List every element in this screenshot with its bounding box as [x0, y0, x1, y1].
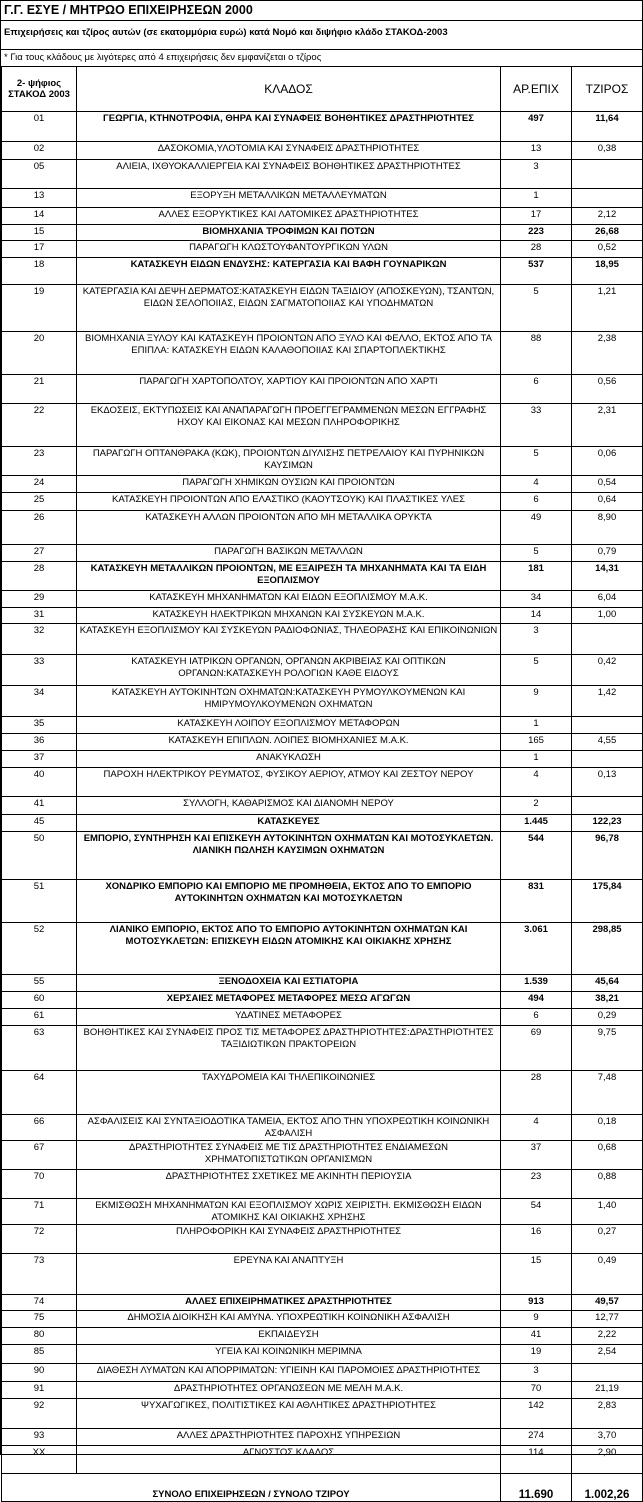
- row-firms: 6: [501, 375, 572, 404]
- row-code: 41: [2, 797, 77, 815]
- row-turnover: 49,57: [572, 1295, 643, 1311]
- row-turnover: [572, 1364, 643, 1382]
- row-firms: 28: [501, 241, 572, 258]
- row-code: 29: [2, 591, 77, 608]
- row-code: 73: [2, 1254, 77, 1295]
- row-sector: ΠΛΗΡΟΦΟΡΙΚΗ ΚΑΙ ΣΥΝΑΦΕΙΣ ΔΡΑΣΤΗΡΙΟΤΗΤΕΣ: [77, 1225, 501, 1254]
- row-firms: 5: [501, 655, 572, 686]
- row-turnover: [572, 189, 643, 208]
- row-firms: 3: [501, 624, 572, 655]
- table-row: [2, 1295, 643, 1311]
- row-firms: 9: [501, 1311, 572, 1328]
- row-turnover: 1,00: [572, 608, 643, 624]
- row-firms: 49: [501, 511, 572, 545]
- row-code: XX: [2, 1446, 77, 1474]
- table-row: [2, 1199, 643, 1225]
- row-sector: ΓΕΩΡΓΙΑ, ΚΤΗΝΟΤΡΟΦΙΑ, ΘΗΡΑ ΚΑΙ ΣΥΝΑΦΕΙΣ ΒΟΗΘΗΤΙΚΕΣ ΔΡΑΣΤΗΡΙΟΤΗΤΕΣ: [77, 112, 501, 142]
- row-code: 27: [2, 545, 77, 562]
- table-row: [2, 511, 643, 545]
- table-row: [2, 285, 643, 332]
- row-firms: 544: [501, 832, 572, 880]
- row-sector: ΚΑΤΑΣΚΕΥΗ ΑΛΛΩΝ ΠΡΟΙΟΝΤΩΝ ΑΠΟ ΜΗ ΜΕΤΑΛΛΙΚΑ ΟΡΥΚΤΑ: [77, 511, 501, 545]
- row-turnover: 0,29: [572, 1009, 643, 1026]
- row-firms: 831: [501, 880, 572, 923]
- row-firms: 70: [501, 1382, 572, 1399]
- table-row: [2, 545, 643, 562]
- row-firms: 5: [501, 285, 572, 332]
- table-row: [2, 1328, 643, 1345]
- table-row: [2, 142, 643, 160]
- row-code: 45: [2, 815, 77, 832]
- row-turnover: [572, 751, 643, 768]
- row-turnover: 4,55: [572, 734, 643, 751]
- row-code: 23: [2, 447, 77, 476]
- row-sector: ΚΑΤΑΣΚΕΥΗ ΕΞΟΠΛΙΣΜΟΥ ΚΑΙ ΣΥΣΚΕΥΩΝ ΡΑΔΙΟΦΩΝΙΑΣ, ΤΗΛΕΟΡΑΣΗΣ ΚΑΙ ΕΠΙΚΟΙΝΩΝΙΩΝ: [77, 624, 501, 655]
- row-sector: ΠΑΡΑΓΩΓΗ ΒΑΣΙΚΩΝ ΜΕΤΑΛΛΩΝ: [77, 545, 501, 562]
- row-turnover: 0,49: [572, 1254, 643, 1295]
- row-code: 18: [2, 258, 77, 285]
- row-turnover: 96,78: [572, 832, 643, 880]
- row-sector: ΥΓΕΙΑ ΚΑΙ ΚΟΙΝΩΝΙΚΗ ΜΕΡΙΜΝΑ: [77, 1345, 501, 1364]
- total-row: [2, 1474, 643, 1502]
- row-sector: ΚΑΤΑΣΚΕΥΗ ΜΗΧΑΝΗΜΑΤΩΝ ΚΑΙ ΕΙΔΩΝ ΕΞΟΠΛΙΣΜΟΥ Μ.Α.Κ.: [77, 591, 501, 608]
- row-firms: 41: [501, 1328, 572, 1345]
- row-firms: 181: [501, 562, 572, 591]
- table-row: [2, 1141, 643, 1170]
- row-sector: ΠΑΡΑΓΩΓΗ ΚΛΩΣΤΟΥΦΑΝΤΟΥΡΓΙΚΩΝ ΥΛΩΝ: [77, 241, 501, 258]
- row-turnover: 2,38: [572, 332, 643, 375]
- row-turnover: 0,13: [572, 768, 643, 797]
- row-turnover: 0,56: [572, 375, 643, 404]
- row-sector: ΠΑΡΑΓΩΓΗ ΧΑΡΤΟΠΟΛΤΟΥ, ΧΑΡΤΙΟΥ ΚΑΙ ΠΡΟΙΟΝΤΩΝ ΑΠΟ ΧΑΡΤΙ: [77, 375, 501, 404]
- row-sector: ΚΑΤΑΣΚΕΥΗ ΕΙΔΩΝ ΕΝΔΥΣΗΣ: ΚΑΤΕΡΓΑΣΙΑ ΚΑΙ ΒΑΦΗ ΓΟΥΝΑΡΙΚΩΝ: [77, 258, 501, 285]
- row-turnover: 2,22: [572, 1328, 643, 1345]
- row-sector: ΔΡΑΣΤΗΡΙΟΤΗΤΕΣ ΣΥΝΑΦΕΙΣ ΜΕ ΤΙΣ ΔΡΑΣΤΗΡΙΟΤΗΤΕΣ ΕΝΔΙΑΜΕΣΩΝ ΧΡΗΜΑΤΟΠΙΣΤΩΤΙΚΩΝ ΟΡΓΑΝΙΣΜΩΝ: [77, 1141, 501, 1170]
- row-code: 34: [2, 686, 77, 717]
- row-code: 90: [2, 1364, 77, 1382]
- row-firms: 69: [501, 1026, 572, 1071]
- row-sector: ΕΡΕΥΝΑ ΚΑΙ ΑΝΑΠΤΥΞΗ: [77, 1254, 501, 1295]
- row-turnover: 122,23: [572, 815, 643, 832]
- table-row: [2, 832, 643, 880]
- row-code: 64: [2, 1071, 77, 1115]
- row-code: 50: [2, 832, 77, 880]
- row-turnover: [572, 160, 643, 189]
- row-turnover: 38,21: [572, 992, 643, 1009]
- row-code: 66: [2, 1115, 77, 1141]
- row-sector: ΑΣΦΑΛΙΣΕΙΣ ΚΑΙ ΣΥΝΤΑΞΙΟΔΟΤΙΚΑ ΤΑΜΕΙΑ, ΕΚΤΟΣ ΑΠΟ ΤΗΝ ΥΠΟΧΡΕΩΤΙΚΗ ΚΟΙΝΩΝΙΚΗ ΑΣΦΑΛΙΣΗ: [77, 1115, 501, 1141]
- table-row: [2, 493, 643, 511]
- row-turnover: 0,52: [572, 241, 643, 258]
- row-sector: ΕΞΟΡΥΞΗ ΜΕΤΑΛΛΙΚΩΝ ΜΕΤΑΛΛΕΥΜΑΤΩΝ: [77, 189, 501, 208]
- total-turnover: 1.002,26: [572, 1474, 643, 1502]
- table-row: [2, 112, 643, 142]
- row-sector: ΚΑΤΑΣΚΕΥΗ ΜΕΤΑΛΛΙΚΩΝ ΠΡΟΙΟΝΤΩΝ, ΜΕ ΕΞΑΙΡΕΣΗ ΤΑ ΜΗΧΑΝΗΜΑΤΑ ΚΑΙ ΤΑ ΕΙΔΗ ΕΞΟΠΛΙΣΜΟΥ: [77, 562, 501, 591]
- row-code: 85: [2, 1345, 77, 1364]
- row-firms: 19: [501, 1345, 572, 1364]
- data-table: [1, 66, 643, 1502]
- table-row: [2, 1399, 643, 1429]
- row-firms: 34: [501, 591, 572, 608]
- table-row: [2, 404, 643, 447]
- row-sector: ΠΑΡΑΓΩΓΗ ΟΠΤΑΝΘΡΑΚΑ (ΚΩΚ), ΠΡΟΙΟΝΤΩΝ ΔΙΥΛΙΣΗΣ ΠΕΤΡΕΛΑΙΟΥ ΚΑΙ ΠΥΡΗΝΙΚΩΝ ΚΑΥΣΙΜΩΝ: [77, 447, 501, 476]
- table-row: [2, 686, 643, 717]
- row-firms: 1: [501, 717, 572, 734]
- row-code: 02: [2, 142, 77, 160]
- footnote: * Για τους κλάδους με λιγότερες από 4 επιχειρήσεις δεν εμφανίζεται ο τζίρος: [4, 52, 322, 63]
- table-row: [2, 241, 643, 258]
- row-firms: 5: [501, 447, 572, 476]
- row-sector: ΕΚΜΙΣΘΩΣΗ ΜΗΧΑΝΗΜΑΤΩΝ ΚΑΙ ΕΞΟΠΛΙΣΜΟΥ ΧΩΡΙΣ ΧΕΙΡΙΣΤΗ. ΕΚΜΙΣΘΩΣΗ ΕΙΔΩΝ ΑΤΟΜΙΚΗΣ ΚΑΙ ΟΙΚΙΑΚΗΣ ΧΡΗΣΗΣ: [77, 1199, 501, 1225]
- row-sector: ΑΝΑΚΥΚΛΩΣΗ: [77, 751, 501, 768]
- row-firms: 4: [501, 768, 572, 797]
- row-sector: ΚΑΤΑΣΚΕΥΗ ΙΑΤΡΙΚΩΝ ΟΡΓΑΝΩΝ, ΟΡΓΑΝΩΝ ΑΚΡΙΒΕΙΑΣ ΚΑΙ ΟΠΤΙΚΩΝ ΟΡΓΑΝΩΝ:ΚΑΤΑΣΚΕΥΗ ΡΟΛΟΓΙΩΝ ΚΑΘΕ ΕΙΔΟΥΣ: [77, 655, 501, 686]
- row-code: 05: [2, 160, 77, 189]
- row-code: 37: [2, 751, 77, 768]
- row-firms: 165: [501, 734, 572, 751]
- row-code: 17: [2, 241, 77, 258]
- row-code: 33: [2, 655, 77, 686]
- table-row: [2, 447, 643, 476]
- row-turnover: 18,95: [572, 258, 643, 285]
- row-sector: ΑΓΝΩΣΤΟΣ ΚΛΑΔΟΣ: [77, 1446, 501, 1474]
- row-code: 28: [2, 562, 77, 591]
- page-subtitle: Επιχειρήσεις και τζίρος αυτών (σε εκατομμύρια ευρώ) κατά Νομό και διψήφιο κλάδο ΣΤΑΚΟΔ-2003: [1, 21, 642, 50]
- row-firms: 14: [501, 608, 572, 624]
- row-code: 60: [2, 992, 77, 1009]
- row-firms: 223: [501, 225, 572, 241]
- total-label: ΣΥΝΟΛΟ ΕΠΙΧΕΙΡΗΣΕΩΝ / ΣΥΝΟΛΟ ΤΖΙΡΟΥ: [2, 1474, 501, 1502]
- row-turnover: 9,75: [572, 1026, 643, 1071]
- row-code: 80: [2, 1328, 77, 1345]
- row-code: 14: [2, 208, 77, 225]
- table-row: [2, 591, 643, 608]
- row-firms: 1: [501, 751, 572, 768]
- row-turnover: 14,31: [572, 562, 643, 591]
- table-row: [2, 624, 643, 655]
- table-row: [2, 1429, 643, 1446]
- row-code: 22: [2, 404, 77, 447]
- table-row: [2, 1225, 643, 1254]
- row-firms: 3.061: [501, 923, 572, 975]
- row-turnover: [572, 624, 643, 655]
- row-sector: ΧΕΡΣΑΙΕΣ ΜΕΤΑΦΟΡΕΣ ΜΕΤΑΦΟΡΕΣ ΜΕΣΩ ΑΓΩΓΩΝ: [77, 992, 501, 1009]
- table-row: [2, 332, 643, 375]
- table-row: [2, 1115, 643, 1141]
- table-row: [2, 768, 643, 797]
- table-row: [2, 734, 643, 751]
- row-sector: ΚΑΤΑΣΚΕΥΗ ΕΠΙΠΛΩΝ. ΛΟΙΠΕΣ ΒΙΟΜΗΧΑΝΙΕΣ Μ.Α.Κ.: [77, 734, 501, 751]
- row-sector: ΔΡΑΣΤΗΡΙΟΤΗΤΕΣ ΣΧΕΤΙΚΕΣ ΜΕ ΑΚΙΝΗΤΗ ΠΕΡΙΟΥΣΙΑ: [77, 1170, 501, 1199]
- row-turnover: 12,77: [572, 1311, 643, 1328]
- row-sector: ΑΛΙΕΙΑ, ΙΧΘΥΟΚΑΛΛΙΕΡΓΕΙΑ ΚΑΙ ΣΥΝΑΦΕΙΣ ΒΟΗΘΗΤΙΚΕΣ ΔΡΑΣΤΗΡΙΟΤΗΤΕΣ: [77, 160, 501, 189]
- row-turnover: 2,90: [572, 1446, 643, 1474]
- table-row: [2, 1071, 643, 1115]
- row-turnover: 2,83: [572, 1399, 643, 1429]
- row-code: 61: [2, 1009, 77, 1026]
- row-firms: 114: [501, 1446, 572, 1474]
- row-firms: 142: [501, 1399, 572, 1429]
- row-sector: ΔΗΜΟΣΙΑ ΔΙΟΙΚΗΣΗ ΚΑΙ ΑΜΥΝΑ. ΥΠΟΧΡΕΩΤΙΚΗ ΚΟΙΝΩΝΙΚΗ ΑΣΦΑΛΙΣΗ: [77, 1311, 501, 1328]
- row-sector: ΕΜΠΟΡΙΟ, ΣΥΝΤΗΡΗΣΗ ΚΑΙ ΕΠΙΣΚΕΥΗ ΑΥΤΟΚΙΝΗΤΩΝ ΟΧΗΜΑΤΩΝ ΚΑΙ ΜΟΤΟΣΥΚΛΕΤΩΝ. ΛΙΑΝΙΚΗ ΠΩΛΗΣΗ ΚΑΥΣΙΜΩΝ ΟΧΗΜΑΤΩΝ: [77, 832, 501, 880]
- row-code: 67: [2, 1141, 77, 1170]
- row-code: 93: [2, 1429, 77, 1446]
- row-sector: ΠΑΡΟΧΗ ΗΛΕΚΤΡΙΚΟΥ ΡΕΥΜΑΤΟΣ, ΦΥΣΙΚΟΥ ΑΕΡΙΟΥ, ΑΤΜΟΥ ΚΑΙ ΖΕΣΤΟΥ ΝΕΡΟΥ: [77, 768, 501, 797]
- row-sector: ΑΛΛΕΣ ΔΡΑΣΤΗΡΙΟΤΗΤΕΣ ΠΑΡΟΧΗΣ ΥΠΗΡΕΣΙΩΝ: [77, 1429, 501, 1446]
- row-code: 36: [2, 734, 77, 751]
- row-firms: 28: [501, 1071, 572, 1115]
- header-sector: ΚΛΑΔΟΣ: [77, 67, 501, 112]
- row-code: 71: [2, 1199, 77, 1225]
- table-row: [2, 208, 643, 225]
- table-row: [2, 992, 643, 1009]
- row-sector: ΛΙΑΝΙΚΟ ΕΜΠΟΡΙΟ, ΕΚΤΟΣ ΑΠΟ ΤΟ ΕΜΠΟΡΙΟ ΑΥΤΟΚΙΝΗΤΩΝ ΟΧΗΜΑΤΩΝ ΚΑΙ ΜΟΤΟΣΥΚΛΕΤΩΝ: ΕΠΙΣΚΕΥΗ ΕΙΔΩΝ ΑΤΟΜΙΚΗΣ ΚΑΙ ΟΙΚΙΑΚΗΣ ΧΡΗΣΗΣ: [77, 923, 501, 975]
- row-turnover: 0,64: [572, 493, 643, 511]
- row-firms: 54: [501, 1199, 572, 1225]
- row-sector: ΑΛΛΕΣ ΕΞΟΡΥΚΤΙΚΕΣ ΚΑΙ ΛΑΤΟΜΙΚΕΣ ΔΡΑΣΤΗΡΙΟΤΗΤΕΣ: [77, 208, 501, 225]
- row-code: 26: [2, 511, 77, 545]
- row-firms: 3: [501, 1364, 572, 1382]
- row-code: 52: [2, 923, 77, 975]
- row-code: 19: [2, 285, 77, 332]
- table-row: [2, 815, 643, 832]
- table-row: [2, 189, 643, 208]
- row-firms: 913: [501, 1295, 572, 1311]
- row-code: 92: [2, 1399, 77, 1429]
- row-code: 72: [2, 1225, 77, 1254]
- row-firms: 88: [501, 332, 572, 375]
- row-firms: 6: [501, 493, 572, 511]
- row-sector: ΑΛΛΕΣ ΕΠΙΧΕΙΡΗΜΑΤΙΚΕΣ ΔΡΑΣΤΗΡΙΟΤΗΤΕΣ: [77, 1295, 501, 1311]
- table-row: [2, 655, 643, 686]
- row-sector: ΒΙΟΜΗΧΑΝΙΑ ΤΡΟΦΙΜΩΝ ΚΑΙ ΠΟΤΩΝ: [77, 225, 501, 241]
- table-row: [2, 975, 643, 992]
- row-turnover: 21,19: [572, 1382, 643, 1399]
- row-code: 24: [2, 476, 77, 493]
- row-firms: 3: [501, 160, 572, 189]
- header-code: 2- ψήφιος ΣΤΑΚΟΔ 2003: [2, 67, 77, 112]
- table-row: [2, 1170, 643, 1199]
- row-code: 70: [2, 1170, 77, 1199]
- row-code: 35: [2, 717, 77, 734]
- row-turnover: 26,68: [572, 225, 643, 241]
- row-sector: ΚΑΤΑΣΚΕΥΗ ΠΡΟΙΟΝΤΩΝ ΑΠΟ ΕΛΑΣΤΙΚΟ (ΚΑΟΥΤΣΟΥΚ) ΚΑΙ ΠΛΑΣΤΙΚΕΣ ΥΛΕΣ: [77, 493, 501, 511]
- row-turnover: 8,90: [572, 511, 643, 545]
- table-row: [2, 1254, 643, 1295]
- table-header-row: [2, 67, 643, 112]
- row-code: 15: [2, 225, 77, 241]
- row-turnover: 45,64: [572, 975, 643, 992]
- row-turnover: 1,42: [572, 686, 643, 717]
- row-turnover: 2,54: [572, 1345, 643, 1364]
- row-firms: 537: [501, 258, 572, 285]
- row-turnover: 3,70: [572, 1429, 643, 1446]
- table-row: [2, 1364, 643, 1382]
- row-firms: 9: [501, 686, 572, 717]
- row-firms: 17: [501, 208, 572, 225]
- row-code: 63: [2, 1026, 77, 1071]
- table-row: [2, 1446, 643, 1474]
- row-sector: ΣΥΛΛΟΓΗ, ΚΑΘΑΡΙΣΜΟΣ ΚΑΙ ΔΙΑΝΟΜΗ ΝΕΡΟΥ: [77, 797, 501, 815]
- row-firms: 33: [501, 404, 572, 447]
- row-turnover: [572, 797, 643, 815]
- row-turnover: 175,84: [572, 880, 643, 923]
- row-sector: ΒΟΗΘΗΤΙΚΕΣ ΚΑΙ ΣΥΝΑΦΕΙΣ ΠΡΟΣ ΤΙΣ ΜΕΤΑΦΟΡΕΣ ΔΡΑΣΤΗΡΙΟΤΗΤΕΣ:ΔΡΑΣΤΗΡΙΟΤΗΤΕΣ ΤΑΞΙΔΙΩΤΙΚΩΝ ΠΡΑΚΤΟΡΕΙΩΝ: [77, 1026, 501, 1071]
- row-firms: 37: [501, 1141, 572, 1170]
- row-firms: 6: [501, 1009, 572, 1026]
- row-turnover: 0,38: [572, 142, 643, 160]
- table-row: [2, 880, 643, 923]
- row-firms: 1: [501, 189, 572, 208]
- row-firms: 13: [501, 142, 572, 160]
- row-turnover: 6,04: [572, 591, 643, 608]
- row-code: 13: [2, 189, 77, 208]
- header-turnover: ΤΖΙΡΟΣ: [572, 67, 643, 112]
- table-row: [2, 160, 643, 189]
- table-row: [2, 1345, 643, 1364]
- table-row: [2, 751, 643, 768]
- table-row: [2, 797, 643, 815]
- row-turnover: 298,85: [572, 923, 643, 975]
- row-code: 20: [2, 332, 77, 375]
- table-row: [2, 562, 643, 591]
- row-turnover: 2,31: [572, 404, 643, 447]
- row-turnover: 0,06: [572, 447, 643, 476]
- row-sector: ΨΥΧΑΓΩΓΙΚΕΣ, ΠΟΛΙΤΙΣΤΙΚΕΣ ΚΑΙ ΑΘΛΗΤΙΚΕΣ ΔΡΑΣΤΗΡΙΟΤΗΤΕΣ: [77, 1399, 501, 1429]
- row-code: 91: [2, 1382, 77, 1399]
- table-row: [2, 923, 643, 975]
- row-firms: 16: [501, 1225, 572, 1254]
- row-sector: ΚΑΤΑΣΚΕΥΗ ΑΥΤΟΚΙΝΗΤΩΝ ΟΧΗΜΑΤΩΝ:ΚΑΤΑΣΚΕΥΗ ΡΥΜΟΥΛΚΟΥΜΕΝΩΝ ΚΑΙ ΗΜΙΡΥΜΟΥΛΚΟΥΜΕΝΩΝ ΟΧΗΜΑΤΩΝ: [77, 686, 501, 717]
- row-sector: ΚΑΤΑΣΚΕΥΗ ΛΟΙΠΟΥ ΕΞΟΠΛΙΣΜΟΥ ΜΕΤΑΦΟΡΩΝ: [77, 717, 501, 734]
- row-sector: ΚΑΤΕΡΓΑΣΙΑ ΚΑΙ ΔΕΨΗ ΔΕΡΜΑΤΟΣ:ΚΑΤΑΣΚΕΥΗ ΕΙΔΩΝ ΤΑΞΙΔΙΟΥ (ΑΠΟΣΚΕΥΩΝ), ΤΣΑΝΤΩΝ, ΕΙΔΩΝ ΣΕΛΟΠΟΙΙΑΣ, ΕΙΔΩΝ ΣΑΓΜΑΤΟΠΟΙΙΑΣ ΚΑΙ ΥΠΟΔΗΜΑΤΩΝ: [77, 285, 501, 332]
- row-turnover: 7,48: [572, 1071, 643, 1115]
- row-code: 55: [2, 975, 77, 992]
- row-sector: ΥΔΑΤΙΝΕΣ ΜΕΤΑΦΟΡΕΣ: [77, 1009, 501, 1026]
- row-code: 51: [2, 880, 77, 923]
- row-turnover: 2,12: [572, 208, 643, 225]
- row-firms: 2: [501, 797, 572, 815]
- row-turnover: 0,42: [572, 655, 643, 686]
- row-turnover: 0,79: [572, 545, 643, 562]
- row-firms: 5: [501, 545, 572, 562]
- row-code: 75: [2, 1311, 77, 1328]
- table-row: [2, 1311, 643, 1328]
- row-sector: ΞΕΝΟΔΟΧΕΙΑ ΚΑΙ ΕΣΤΙΑΤΟΡΙΑ: [77, 975, 501, 992]
- row-sector: ΠΑΡΑΓΩΓΗ ΧΗΜΙΚΩΝ ΟΥΣΙΩΝ ΚΑΙ ΠΡΟΙΟΝΤΩΝ: [77, 476, 501, 493]
- row-firms: 4: [501, 476, 572, 493]
- table-row: [2, 476, 643, 493]
- row-sector: ΤΑΧΥΔΡΟΜΕΙΑ ΚΑΙ ΤΗΛΕΠΙΚΟΙΝΩΝΙΕΣ: [77, 1071, 501, 1115]
- page-title: Γ.Γ. ΕΣΥΕ / ΜΗΤΡΩΟ ΕΠΙΧΕΙΡΗΣΕΩΝ 2000: [1, 1, 642, 21]
- row-turnover: 0,88: [572, 1170, 643, 1199]
- row-firms: 1.445: [501, 815, 572, 832]
- table-row: [2, 1382, 643, 1399]
- row-sector: ΚΑΤΑΣΚΕΥΕΣ: [77, 815, 501, 832]
- table-row: [2, 225, 643, 241]
- row-code: 40: [2, 768, 77, 797]
- row-sector: ΔΡΑΣΤΗΡΙΟΤΗΤΕΣ ΟΡΓΑΝΩΣΕΩΝ ΜΕ ΜΕΛΗ Μ.Α.Κ.: [77, 1382, 501, 1399]
- table-row: [2, 258, 643, 285]
- row-firms: 4: [501, 1115, 572, 1141]
- header-firms: ΑΡ.ΕΠΙΧ: [501, 67, 572, 112]
- row-firms: 494: [501, 992, 572, 1009]
- table-row: [2, 717, 643, 734]
- row-code: 32: [2, 624, 77, 655]
- table-row: [2, 608, 643, 624]
- row-sector: ΚΑΤΑΣΚΕΥΗ ΗΛΕΚΤΡΙΚΩΝ ΜΗΧΑΝΩΝ ΚΑΙ ΣΥΣΚΕΥΩΝ Μ.Α.Κ.: [77, 608, 501, 624]
- row-sector: ΕΚΔΟΣΕΙΣ, ΕΚΤΥΠΩΣΕΙΣ ΚΑΙ ΑΝΑΠΑΡΑΓΩΓΗ ΠΡΟΕΓΓΕΓΡΑΜΜΕΝΩΝ ΜΕΣΩΝ ΕΓΓΡΑΦΗΣ ΗΧΟΥ ΚΑΙ ΕΙΚΟΝΑΣ ΚΑΙ ΜΕΣΩΝ ΠΛΗΡΟΦΟΡΙΚΗΣ: [77, 404, 501, 447]
- row-code: 21: [2, 375, 77, 404]
- row-sector: ΒΙΟΜΗΧΑΝΙΑ ΞΥΛΟΥ ΚΑΙ ΚΑΤΑΣΚΕΥΗ ΠΡΟΙΟΝΤΩΝ ΑΠΟ ΞΥΛΟ ΚΑΙ ΦΕΛΛΟ, ΕΚΤΟΣ ΑΠΟ ΤΑ ΕΠΙΠΛΑ: ΚΑΤΑΣΚΕΥΗ ΕΙΔΩΝ ΚΑΛΑΘΟΠΟΙΙΑΣ ΚΑΙ ΣΠΑΡΤΟΠΛΕΚΤΙΚΗΣ: [77, 332, 501, 375]
- row-turnover: 1,21: [572, 285, 643, 332]
- row-firms: 15: [501, 1254, 572, 1295]
- table-row: [2, 1026, 643, 1071]
- row-firms: 23: [501, 1170, 572, 1199]
- row-turnover: 0,27: [572, 1225, 643, 1254]
- row-code: 74: [2, 1295, 77, 1311]
- row-firms: 274: [501, 1429, 572, 1446]
- row-firms: 497: [501, 112, 572, 142]
- row-turnover: 0,54: [572, 476, 643, 493]
- row-turnover: 11,64: [572, 112, 643, 142]
- row-turnover: [572, 717, 643, 734]
- row-sector: ΧΟΝΔΡΙΚΟ ΕΜΠΟΡΙΟ ΚΑΙ ΕΜΠΟΡΙΟ ΜΕ ΠΡΟΜΗΘΕΙΑ, ΕΚΤΟΣ ΑΠΟ ΤΟ ΕΜΠΟΡΙΟ ΑΥΤΟΚΙΝΗΤΩΝ ΟΧΗΜΑΤΩΝ ΚΑΙ ΜΟΤΟΣΥΚΛΕΤΩΝ: [77, 880, 501, 923]
- row-code: 31: [2, 608, 77, 624]
- row-code: 01: [2, 112, 77, 142]
- row-firms: 1.539: [501, 975, 572, 992]
- row-sector: ΔΑΣΟΚΟΜΙΑ,ΥΛΟΤΟΜΙΑ ΚΑΙ ΣΥΝΑΦΕΙΣ ΔΡΑΣΤΗΡΙΟΤΗΤΕΣ: [77, 142, 501, 160]
- row-sector: ΕΚΠΑΙΔΕΥΣΗ: [77, 1328, 501, 1345]
- table-row: [2, 375, 643, 404]
- row-turnover: 0,18: [572, 1115, 643, 1141]
- total-firms: 11.690: [501, 1474, 572, 1502]
- row-turnover: 1,40: [572, 1199, 643, 1225]
- row-code: 25: [2, 493, 77, 511]
- row-turnover: 0,68: [572, 1141, 643, 1170]
- table-row: [2, 1009, 643, 1026]
- row-sector: ΔΙΑΘΕΣΗ ΛΥΜΑΤΩΝ ΚΑΙ ΑΠΟΡΡΙΜΑΤΩΝ: ΥΓΙΕΙΝΗ ΚΑΙ ΠΑΡΟΜΟΙΕΣ ΔΡΑΣΤΗΡΙΟΤΗΤΕΣ: [77, 1364, 501, 1382]
